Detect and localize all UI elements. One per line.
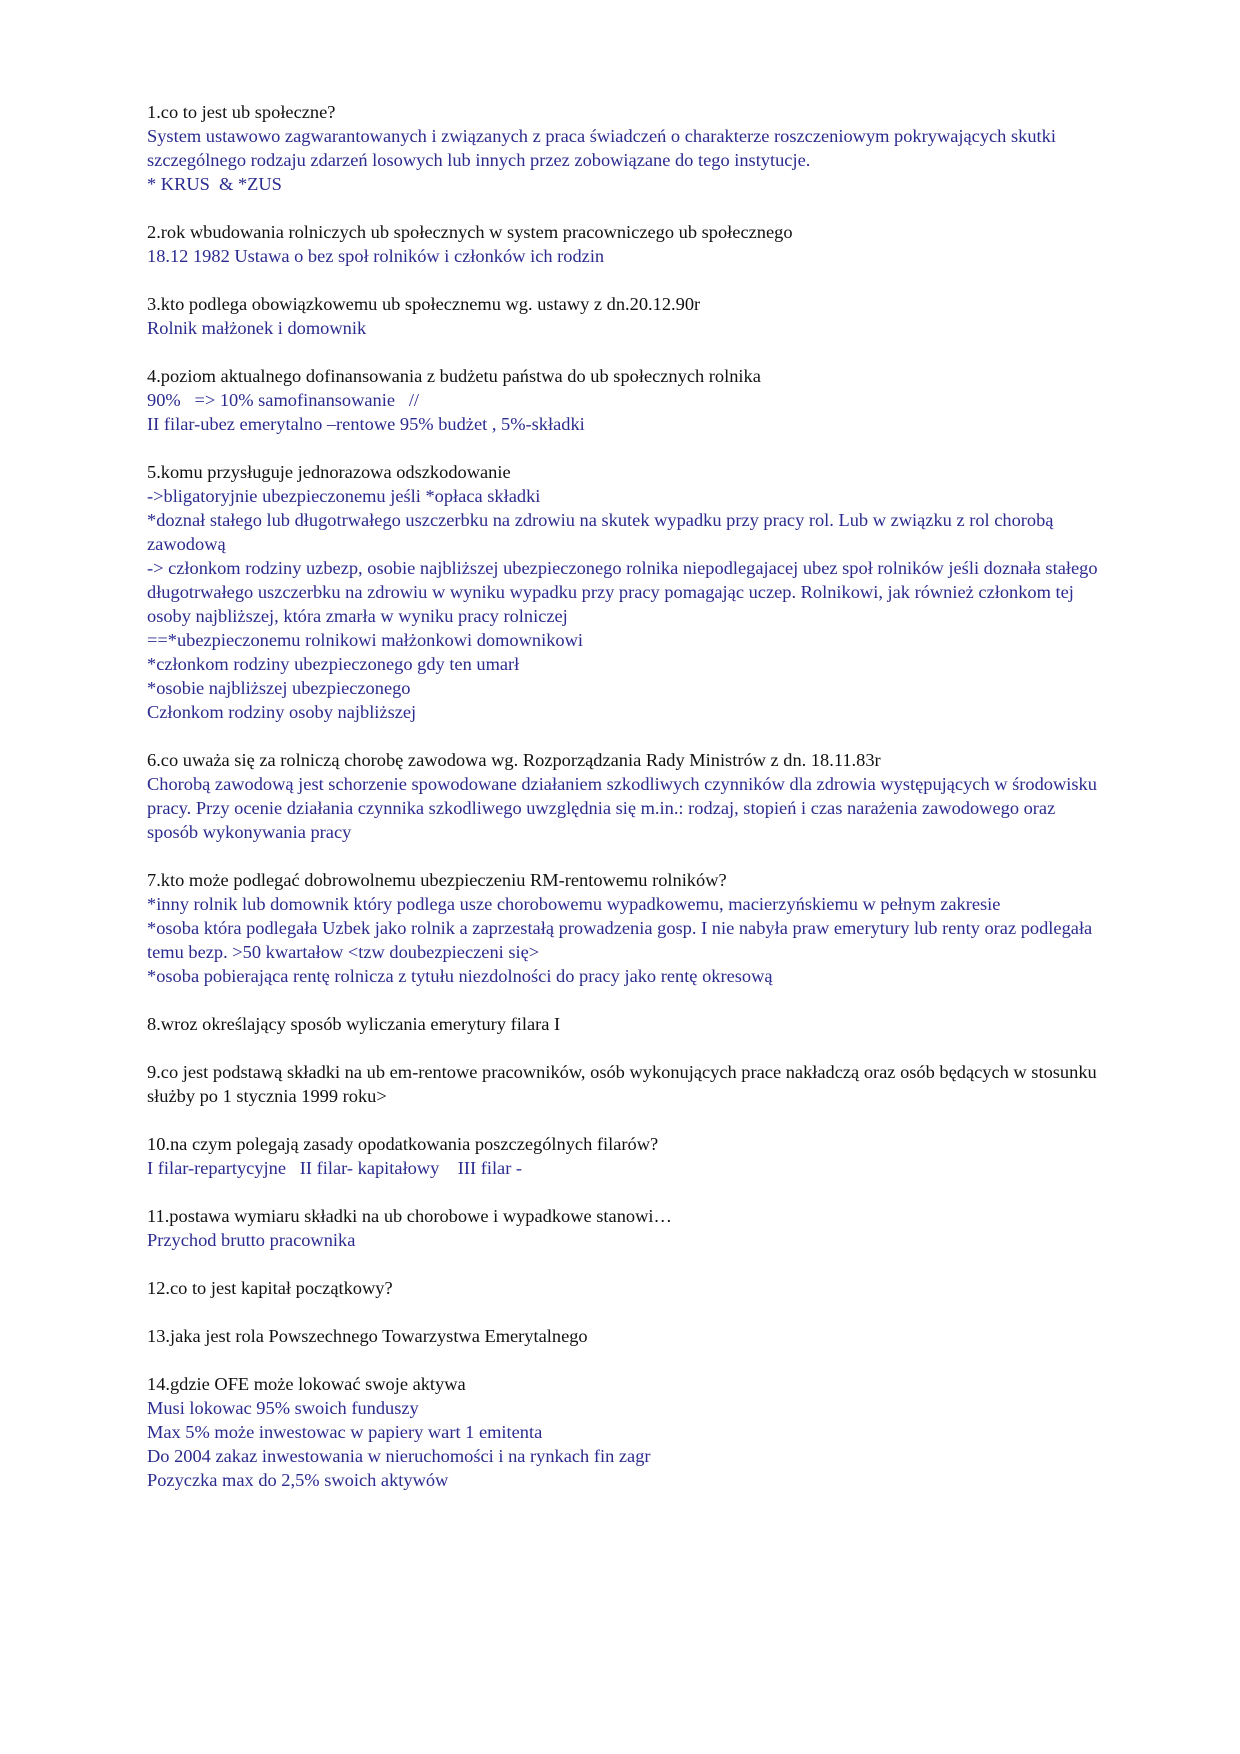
question-text: 11.postawa wymiaru składki na ub chorobowe i wypadkowe stanowi… [147,1206,672,1226]
answer-line: -> członkom rodziny uzbezp, osobie najbliższej ubezpieczonego rolnika niepodlegajacej ubez społ rolników jeśli doznała stałego długotrwałego uszczerbku na zdrowiu w wyniku wypadku przy pracy pomagając uczep. Rolnikowi, jak również członkom tej osoby najbliższej, która zmarła w wyniku pracy rolniczej [147,558,1103,626]
qa-block [147,1276,1107,1300]
question-text: 14.gdzie OFE może lokować swoje aktywa [147,1374,466,1394]
answer-line: *osoba pobierająca rentę rolnicza z tytułu niezdolności do pracy jako rentę okresową [147,966,773,986]
question-text: 8.wroz określający sposób wyliczania emerytury filara I [147,1014,561,1034]
answer-line: * KRUS & *ZUS [147,174,282,194]
answer-line: *doznał stałego lub długotrwałego uszczerbku na zdrowiu na skutek wypadku przy pracy rol. Lub w związku z rol chorobą zawodową [147,510,1059,554]
question-text: 9.co jest podstawą składki na ub em-rentowe pracowników, osób wykonujących prace nakładczą oraz osób będących w stosunku służby po 1 stycznia 1999 roku> [147,1062,1102,1106]
question-text: 7.kto może podlegać dobrowolnemu ubezpieczeniu RM-rentowemu rolników? [147,870,727,890]
answer-line: ==*ubezpieczonemu rolnikowi małżonkowi domownikowi [147,630,583,650]
answer-line: Musi lokowac 95% swoich funduszy [147,1398,419,1418]
answer-line: *inny rolnik lub domownik który podlega usze chorobowemu wypadkowemu, macierzyńskiemu w pełnym zakresie [147,894,1001,914]
answer-line: ->bligatoryjnie ubezpieczonemu jeśli *opłaca składki [147,486,541,506]
qa-block [147,1204,1107,1252]
question-text: 3.kto podlega obowiązkowemu ub społecznemu wg. ustawy z dn.20.12.90r [147,294,701,314]
answer-line: *członkom rodziny ubezpieczonego gdy ten umarł [147,654,520,674]
qa-block [147,1324,1107,1348]
answer-line: *osoba która podlegała Uzbek jako rolnik a zaprzestałą prowadzenia gosp. I nie nabyła praw emerytury lub renty oraz podlegała temu bezp. >50 kwartałow <tzw doubezpieczeni się> [147,918,1097,962]
answer-line: Pozyczka max do 2,5% swoich aktywów [147,1470,449,1490]
question-text: 12.co to jest kapitał początkowy? [147,1278,393,1298]
qa-block [147,868,1107,988]
question-text: 13.jaka jest rola Powszechnego Towarzystwa Emerytalnego [147,1326,588,1346]
qa-block [147,100,1107,196]
answer-line: Max 5% może inwestowac w papiery wart 1 emitenta [147,1422,543,1442]
qa-block [147,1012,1107,1036]
question-text: 2.rok wbudowania rolniczych ub społecznych w system pracowniczego ub społecznego [147,222,793,242]
answer-line: *osobie najbliższej ubezpieczonego [147,678,411,698]
question-text: 6.co uważa się za rolniczą chorobę zawodowa wg. Rozporządzania Rady Ministrów z dn. 18.11.83r [147,750,881,770]
qa-block [147,1060,1107,1108]
qa-block [147,460,1107,724]
answer-line: 18.12 1982 Ustawa o bez społ rolników i członków ich rodzin [147,246,605,266]
qa-block [147,220,1107,268]
qa-block [147,292,1107,340]
answer-line: I filar-repartycyjne II filar- kapitałowy III filar - [147,1158,523,1178]
answer-line: II filar-ubez emerytalno –rentowe 95% budżet , 5%-składki [147,414,585,434]
qa-block [147,1132,1107,1180]
answer-line: Do 2004 zakaz inwestowania w nieruchomości i na rynkach fin zagr [147,1446,651,1466]
document-body [147,100,1107,1516]
answer-line: System ustawowo zagwarantowanych i związanych z praca świadczeń o charakterze roszczeniowym pokrywających skutki szczególnego rodzaju zdarzeń losowych lub innych przez zobowiązane do tego instytucje. [147,126,1061,170]
answer-line: Rolnik małżonek i domownik [147,318,367,338]
question-text: 10.na czym polegają zasady opodatkowania poszczególnych filarów? [147,1134,659,1154]
qa-block [147,748,1107,844]
qa-block [147,1372,1107,1492]
question-text: 5.komu przysługuje jednorazowa odszkodowanie [147,462,511,482]
answer-line: Członkom rodziny osoby najbliższej [147,702,417,722]
answer-line: Przychod brutto pracownika [147,1230,356,1250]
question-text: 4.poziom aktualnego dofinansowania z budżetu państwa do ub społecznych rolnika [147,366,761,386]
answer-line: 90% => 10% samofinansowanie // [147,390,420,410]
answer-line: Chorobą zawodową jest schorzenie spowodowane działaniem szkodliwych czynników dla zdrowia występujących w środowisku pracy. Przy ocenie działania czynnika szkodliwego uwzględnia się m.in.: rodzaj, stopień i czas narażenia zawodowego oraz sposób wykonywania pracy [147,774,1102,842]
question-text: 1.co to jest ub społeczne? [147,102,336,122]
qa-block [147,364,1107,436]
